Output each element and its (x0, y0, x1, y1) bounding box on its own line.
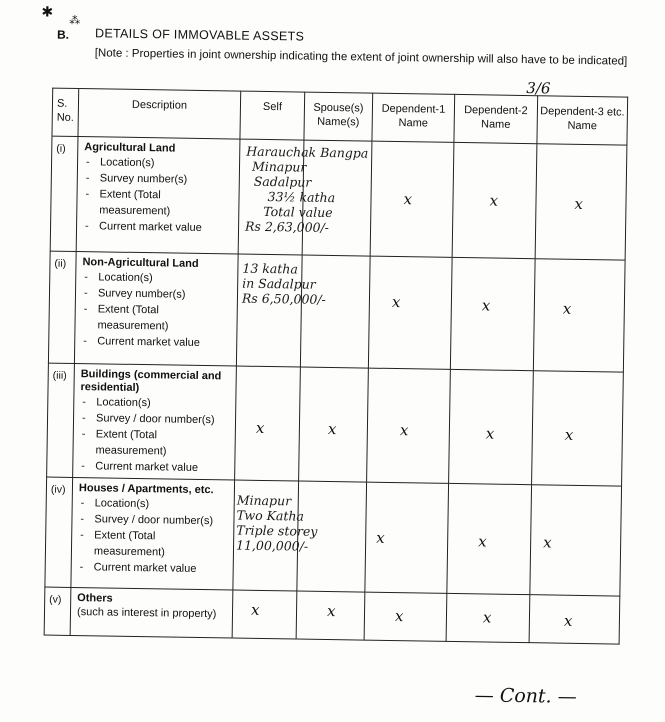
header-spouse: Spouse(s) Name(s) (304, 92, 373, 141)
table-row (50, 136, 627, 260)
desc-item: - Survey / door number(s) (80, 513, 214, 528)
row-description (74, 251, 238, 366)
continued-note: — Cont. — (474, 684, 577, 708)
corner-mark: ✱ (41, 3, 54, 20)
section-letter: B. (56, 27, 70, 42)
spouse-cell (297, 481, 367, 592)
row-category: Buildings (commercial and residential) (80, 368, 222, 395)
row-sno: (i) (50, 136, 78, 251)
self-cell: x (232, 590, 297, 639)
row-description (76, 137, 240, 255)
desc-item: - Location(s) (84, 271, 153, 285)
row-description (73, 363, 237, 480)
dependent-3-cell: x (530, 485, 622, 596)
self-handwriting: Harauchak Bangpa Minapur Sadalpur 33½ katha Total value Rs 2,63,000/- (244, 143, 369, 235)
spouse-cell: x (299, 367, 369, 482)
desc-item: - Survey / door number(s) (81, 412, 215, 427)
dependent-1-cell: x (365, 482, 449, 593)
dependent-2-cell: x (447, 483, 532, 594)
desc-item: - Current market value (79, 561, 197, 575)
desc-item: - Location(s) (80, 497, 150, 511)
desc-item: - Survey number(s) (85, 172, 188, 186)
desc-item: - Current market value (83, 335, 201, 349)
punch-mark: ⁂ (69, 14, 81, 28)
desc-item: - Location(s) (82, 396, 151, 410)
desc-item: - Extent (Total measurement) (83, 303, 169, 333)
table-row (47, 363, 624, 486)
spouse-cell: x (296, 591, 365, 640)
row-sno: (v) (44, 587, 71, 635)
self-cell (233, 480, 318, 591)
dependent-2-cell: x (450, 257, 535, 370)
dependent-3-cell: x (535, 144, 627, 260)
dependent-3-cell: x (529, 595, 620, 644)
header-self: Self (240, 91, 305, 140)
self-cell (238, 139, 369, 255)
table-row (45, 477, 622, 596)
row-description (71, 477, 235, 590)
dependent-1-cell: x (367, 368, 451, 483)
self-cell (236, 254, 326, 367)
spouse-cell (302, 140, 372, 256)
table-row (48, 251, 625, 372)
dependent-2-cell: x (449, 369, 534, 484)
dependent-1-cell: x (368, 256, 452, 369)
section-note: [Note : Properties in joint ownership indicating the extent of joint ownership will also have to be indicated] (94, 47, 628, 68)
table-row (44, 587, 620, 644)
dependent-1-cell: x (364, 592, 447, 641)
self-cell: x (235, 366, 301, 481)
row-description (70, 587, 233, 638)
header-sno: S. No. (52, 88, 79, 136)
desc-item: - Extent (Total measurement) (81, 428, 167, 458)
header-dependent-3: Dependent-3 etc. Name (537, 96, 628, 145)
row-category: Houses / Apartments, etc. (78, 482, 214, 497)
row-category: Agricultural Land (84, 141, 176, 155)
self-handwriting: 13 katha in Sadalpur Rs 6,50,000/- (241, 260, 326, 307)
desc-item: - Current market value (81, 460, 199, 474)
spouse-cell (300, 255, 370, 368)
page-number: 3/6 (526, 79, 551, 98)
self-handwriting: Minapur Two Katha Triple storey 11,00,000/- (235, 492, 318, 554)
row-sno: (iv) (45, 477, 73, 587)
desc-item: - Location(s) (85, 156, 155, 170)
dependent-2-cell: x (452, 142, 537, 258)
row-category: Others (77, 592, 113, 605)
header-description: Description (78, 89, 241, 140)
desc-item: - Extent (Total measurement) (80, 529, 165, 559)
dependent-2-cell: x (446, 593, 530, 642)
header-dependent-1: Dependent-1 Name (372, 93, 455, 142)
desc-item: - Survey number(s) (83, 287, 186, 301)
dependent-3-cell: x (532, 371, 624, 486)
dependent-1-cell: x (370, 141, 454, 257)
row-sno: (iii) (47, 363, 75, 477)
immovable-assets-table (44, 88, 629, 645)
row-category: Non-Agricultural Land (82, 256, 199, 270)
desc-item: (such as interest in property) (76, 606, 217, 621)
section-title: DETAILS OF IMMOVABLE ASSETS (94, 26, 305, 44)
desc-item: - Extent (Total measurement) (85, 188, 171, 218)
row-sno: (ii) (48, 251, 76, 363)
header-dependent-2: Dependent-2 Name (454, 94, 538, 143)
dependent-3-cell: x (533, 259, 625, 372)
desc-item: - Current market value (84, 220, 202, 234)
